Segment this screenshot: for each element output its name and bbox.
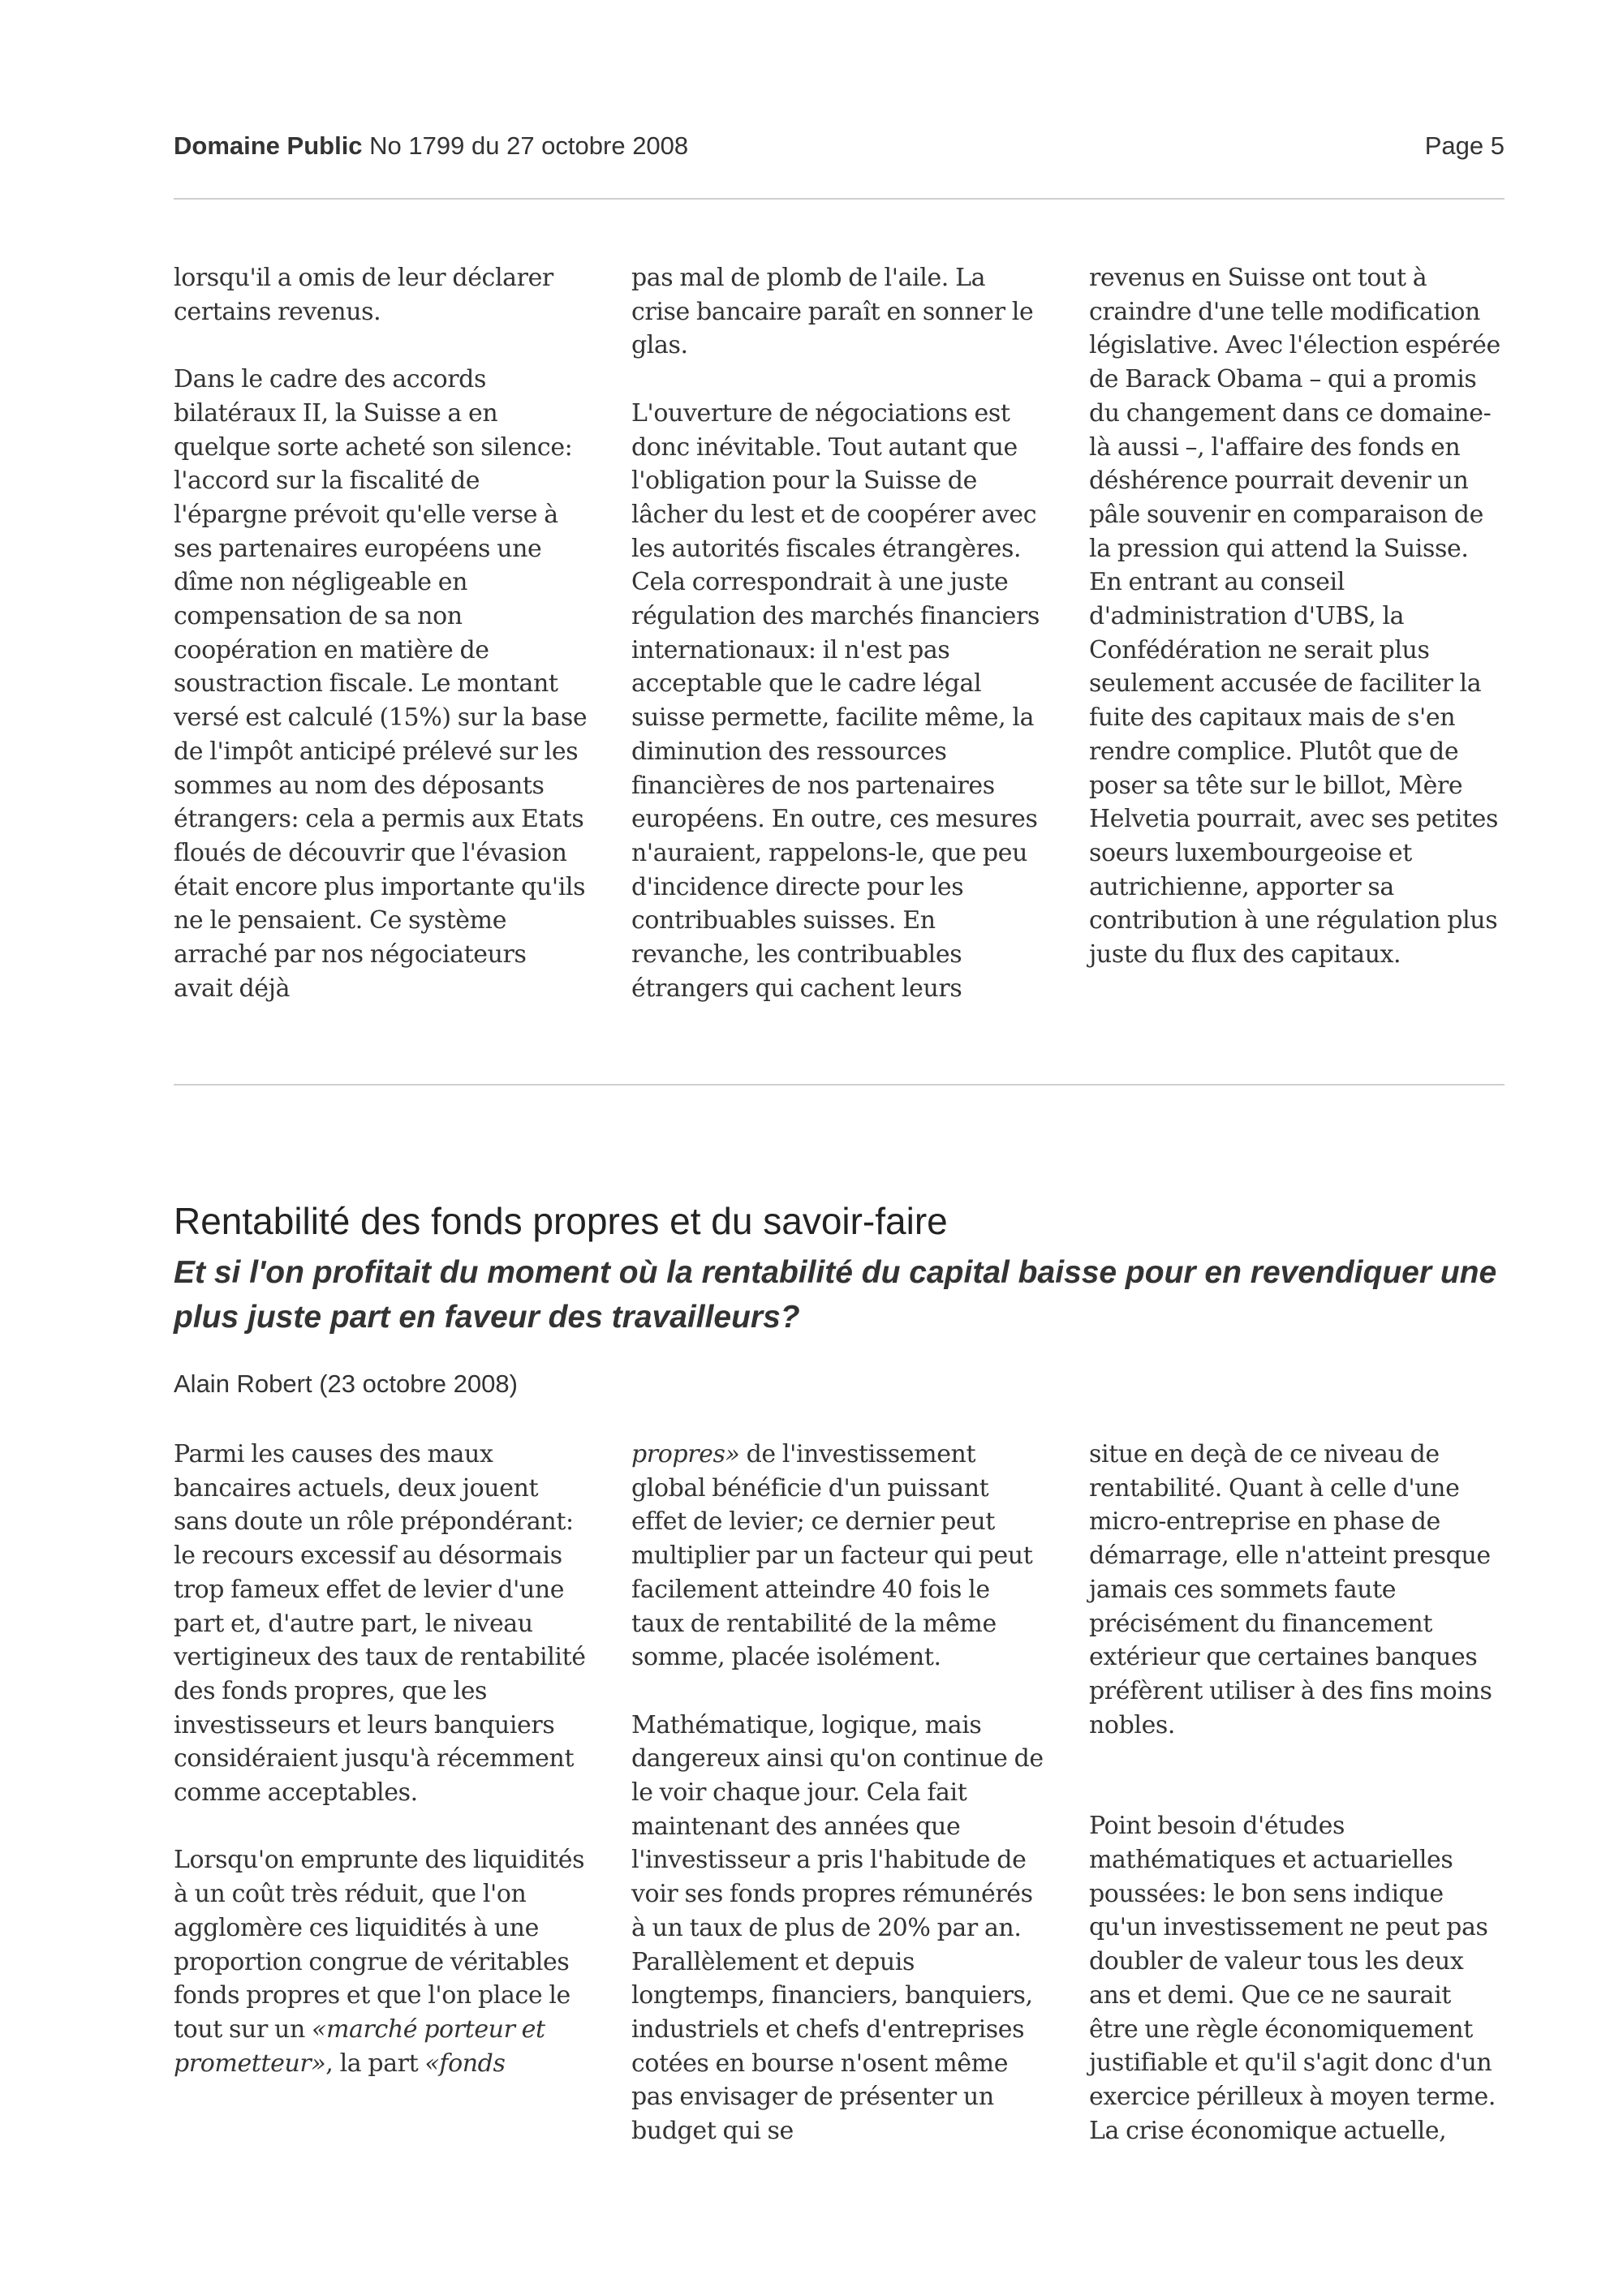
paragraph: Parmi les causes des maux bancaires actuels, deux jouent sans doute un rôle prépondérant: le recours excessif au désormais trop fameux effet de levier d'une part et, d'autre part, le niveau vertigineux des taux de rentabilité des fonds propres, que les investisseurs et leurs banquiers considéraient jusqu'à récemment comme acceptables. — [174, 1440, 586, 1808]
paragraph: Mathématique, logique, mais dangereux ainsi qu'on continue de le voir chaque jour. Cela fait maintenant des années que l'investisseur a pris l'habitude de voir ses fonds propres rémunérés à un taux de plus de 20% par an. Parallèlement et depuis longtemps, financiers, banquiers, industriels et chefs d'entreprises cotées en bourse n'osent même pas envisager de présenter un budget qui se — [631, 1710, 1044, 2146]
text-column-2 — [631, 1438, 1047, 2148]
quoted-term: propres» — [631, 1440, 740, 1468]
article-title: Rentabilité des fonds propres et du savoir-faire — [174, 1200, 948, 1242]
text-column-1 — [174, 261, 589, 1005]
text-run: , la part — [325, 2049, 425, 2078]
article-body — [174, 1438, 1505, 2148]
article-divider — [174, 1084, 1505, 1086]
header-divider — [174, 198, 1505, 200]
text-run: Lorsqu'on emprunte des liquidités à un coût très réduit, que l'on agglomère ces liquidités à une proportion congrue de véritables fonds propres et que l'on place le tout sur un — [174, 1846, 585, 2044]
article-subtitle: Et si l'on profitait du moment où la rentabilité du capital baisse pour en revendiquer une plus juste part en faveur des travailleurs? — [174, 1255, 1497, 1335]
paragraph — [174, 1843, 589, 2080]
text-column-3 — [1089, 1438, 1505, 2148]
previous-article-body — [174, 261, 1505, 1005]
quoted-term: «fonds — [424, 2049, 506, 2078]
text-column-3 — [1089, 261, 1505, 1005]
issue-info: No 1799 du 27 octobre 2008 — [369, 131, 689, 160]
paragraph: revenus en Suisse ont tout à craindre d'une telle modification législative. Avec l'élection espérée de Barack Obama – qui a promis du changement dans ce domaine-là aussi –, l'affaire des fonds en déshérence pourrait devenir un pâle souvenir en comparaison de la pression qui attend la Suisse. En entrant au conseil d'administration d'UBS, la Confédération ne serait plus seulement accusée de faciliter la fuite des capitaux mais de s'en rendre complice. Plutôt que de poser sa tête sur le billot, Mère Helvetia pourrait, avec ses petites soeurs luxembourgeoise et autrichienne, apporter sa contribution à une régulation plus juste du flux des capitaux. — [1089, 264, 1500, 970]
paragraph: Dans le cadre des accords bilatéraux II, la Suisse a en quelque sorte acheté son silence: l'accord sur la fiscalité de l'épargne prévoit qu'elle verse à ses partenaires européens une dîme non négligeable en compensation de sa non coopération en matière de soustraction fiscale. Le montant versé est calculé (15%) sur la base de l'impôt anticipé prélevé sur les sommes au nom des déposants étrangers: cela a permis aux Etats floués de découvrir que l'évasion était encore plus importante qu'ils ne le pensaient. Ce système arraché par nos négociateurs avait déjà — [174, 365, 588, 1003]
article-byline: Alain Robert (23 octobre 2008) — [174, 1369, 518, 1398]
paragraph: Point besoin d'études mathématiques et actuarielles poussées: le bon sens indique qu'un investissement ne peut pas doubler de valeur tous les deux ans et demi. Que ce ne saurait être une règle économiquement justifiable et qu'il s'agit donc d'un exercice périlleux à moyen terme. La crise économique actuelle, — [1089, 1812, 1496, 2145]
publication-name: Domaine Public — [174, 131, 363, 160]
page-number: Page 5 — [1424, 131, 1505, 160]
quoted-term: «marché porteur et prometteur» — [174, 2014, 545, 2078]
text-column-2 — [631, 261, 1047, 1005]
paragraph: lorsqu'il a omis de leur déclarer certains revenus. — [174, 264, 553, 326]
paragraph — [631, 1438, 1047, 1675]
paragraph: situe en deçà de ce niveau de rentabilité. Quant à celle d'une micro-entreprise en phase de démarrage, elle n'atteint presque jamais ces sommets faute précisément du financement extérieur que certaines banques préfèrent utiliser à des fins moins nobles. — [1089, 1440, 1492, 1739]
running-header — [174, 131, 1505, 172]
text-run: de l'investissement global bénéficie d'un puissant effet de levier; ce dernier peut multiplier par un facteur qui peut facilement atteindre 40 fois le taux de rentabilité de la même somme, placée isolément. — [631, 1440, 1033, 1672]
paragraph: pas mal de plomb de l'aile. La crise bancaire paraît en sonner le glas. — [631, 264, 1034, 360]
text-column-1 — [174, 1438, 589, 2148]
paragraph: L'ouverture de négociations est donc inévitable. Tout autant que l'obligation pour la Suisse de lâcher du lest et de coopérer avec les autorités fiscales étrangères. Cela correspondrait à une juste régulation des marchés financiers internationaux: il n'est pas acceptable que le cadre légal suisse permette, facilite même, la diminution des ressources financières de nos partenaires européens. En outre, ces mesures n'auraient, rappelons-le, que peu d'incidence directe pour les contribuables suisses. En revanche, les contribuables étrangers qui cachent leurs — [631, 398, 1040, 1003]
